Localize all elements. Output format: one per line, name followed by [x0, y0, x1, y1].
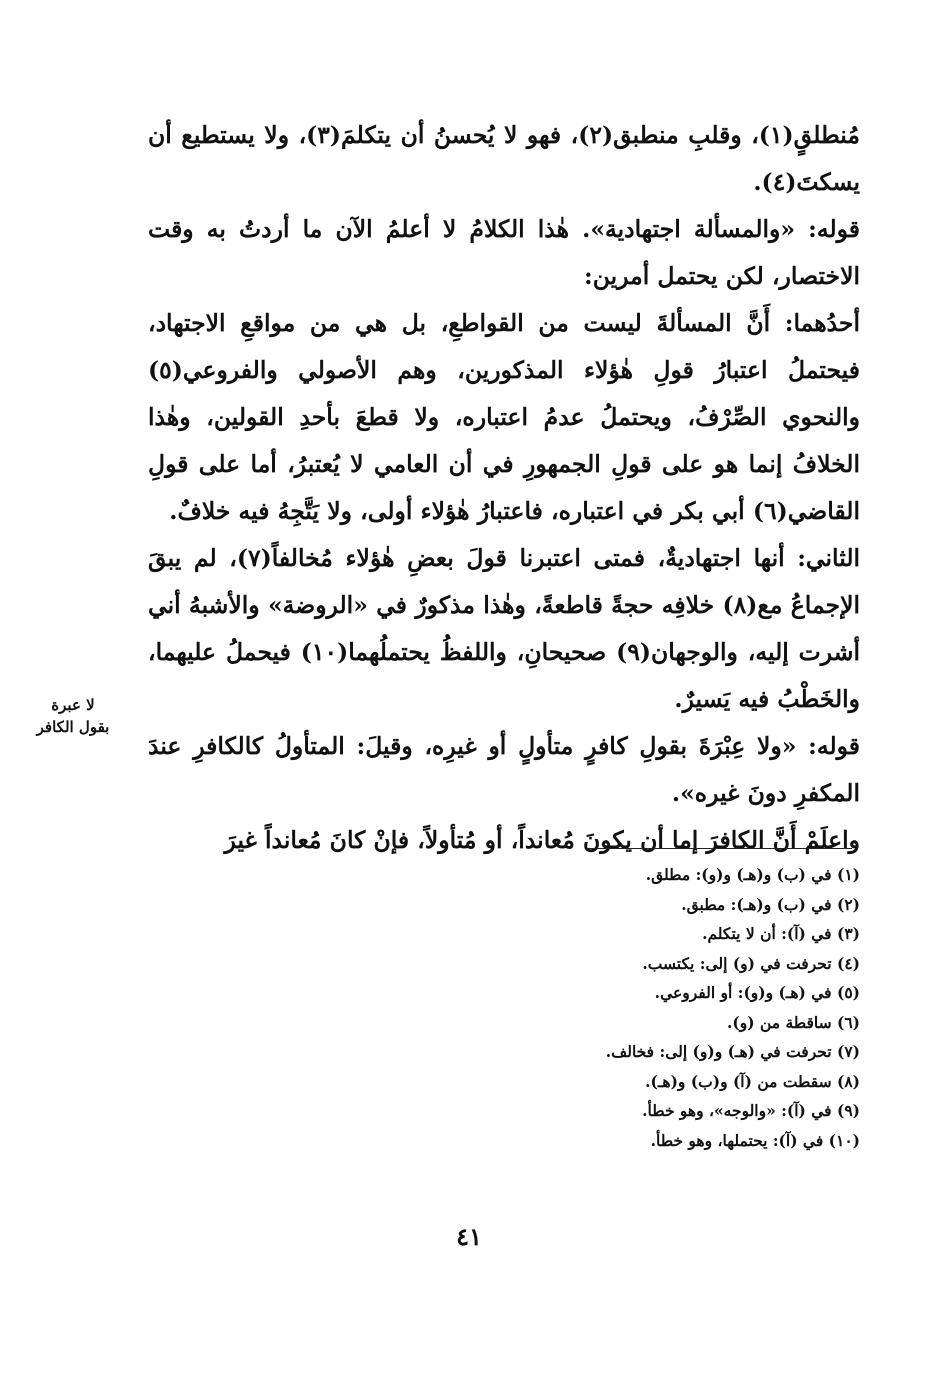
paragraph-qawluh-ijtihadiyya: قوله: «والمسألة اجتهادية». هٰذا الكلامُ لا أعلمُ الآن ما أردتُ به وقت الاختصار، لكن يحتمل أمرين: — [148, 215, 860, 290]
footnote-10: (١٠) في (آ): يحتملها، وهو خطأ. — [650, 1130, 860, 1150]
margin-heading-line-2: بقول الكافر — [36, 718, 110, 736]
footnote-9: (٩) في (آ): «والوجه»، وهو خطأ. — [642, 1101, 860, 1120]
footnote-4: (٤) تحرفت في (و) إلى: يكتسب. — [642, 953, 860, 973]
footnote-5: (٥) في (هـ) و(و): أو الفروعي. — [654, 983, 860, 1002]
margin-heading — [18, 694, 128, 738]
footnote-6: (٦) ساقطة من (و). — [727, 1012, 860, 1032]
footnote-2: (٢) في (ب) و(هـ): مطبق. — [681, 894, 860, 914]
footnote-3: (٣) في (آ): أن لا يتكلم. — [702, 924, 860, 943]
footnotes — [260, 860, 860, 1155]
footnote-separator — [588, 848, 852, 849]
paragraph-second-possibility: الثاني: أنها اجتهاديةٌ، فمتى اعتبرنا قولَ بعضِ هٰؤلاء مُخالفاً(٧)، لم يبقَ الإجماعُ مع(٨) خلافِه حجةً قاطعةً، وهٰذا مذكورٌ في «الروضة» والأشبهُ أني أشرت إليه، والوجهان(٩) صحيحانِ، واللفظُ يحتملُهما(١٠) فيحملُ عليهما، والخَطْبُ فيه يَسيرٌ. — [148, 544, 861, 713]
paragraph-first-possibility: أحدُهما: أَنَّ المسألةَ ليست من القواطعِ، بل هي من مواقعِ الاجتهاد، فيحتملُ اعتبارُ قولِ هٰؤلاء المذكورين، وهم الأصولي والفروعي(٥) والنحوي الصِّرْفُ، ويحتملُ عدمُ اعتباره، ولا قطعَ بأحدِ القولين، وهٰذا الخلافُ إنما هو على قولِ الجمهورِ في أن العامي لا يُعتبرُ، أما على قولِ القاضي(٦) أبي بكر في اعتباره، فاعتبارُ هٰؤلاء أولى، ولا يَتَّجِهُ فيه خلافٌ. — [148, 309, 860, 525]
footnote-8: (٨) سقطت من (آ) و(ب) و(هـ). — [645, 1071, 860, 1091]
footnote-1: (١) في (ب) و(هـ) و(و): مطلق. — [645, 865, 860, 884]
page-number: ٤١ — [456, 1222, 482, 1251]
paragraph-continuation: مُنطلقٍ(١)، وقلبِ منطبق(٢)، فهو لا يُحسنُ أن يتكلمَ(٣)، ولا يستطيع أن يسكتَ(٤). — [148, 121, 860, 196]
margin-heading-line-1: لا عبرة — [51, 696, 95, 714]
paragraph-know-that: واعلَمْ أَنَّ الكافرَ إما أن يكونَ مُعانداً، أو مُتأولاً، فإنْ كانَ مُعانداً غيرَ — [224, 826, 860, 854]
paragraph-qawluh-kafir: قوله: «ولا عِبْرَةَ بقولِ كافرٍ متأولٍ أو غيرِه، وقيلَ: المتأولُ كالكافرِ عندَ المكفرِ دونَ غيره». — [148, 732, 860, 807]
main-text — [148, 112, 860, 864]
footnote-7: (٧) تحرفت في (هـ) و(و) إلى: فخالف. — [605, 1042, 860, 1061]
